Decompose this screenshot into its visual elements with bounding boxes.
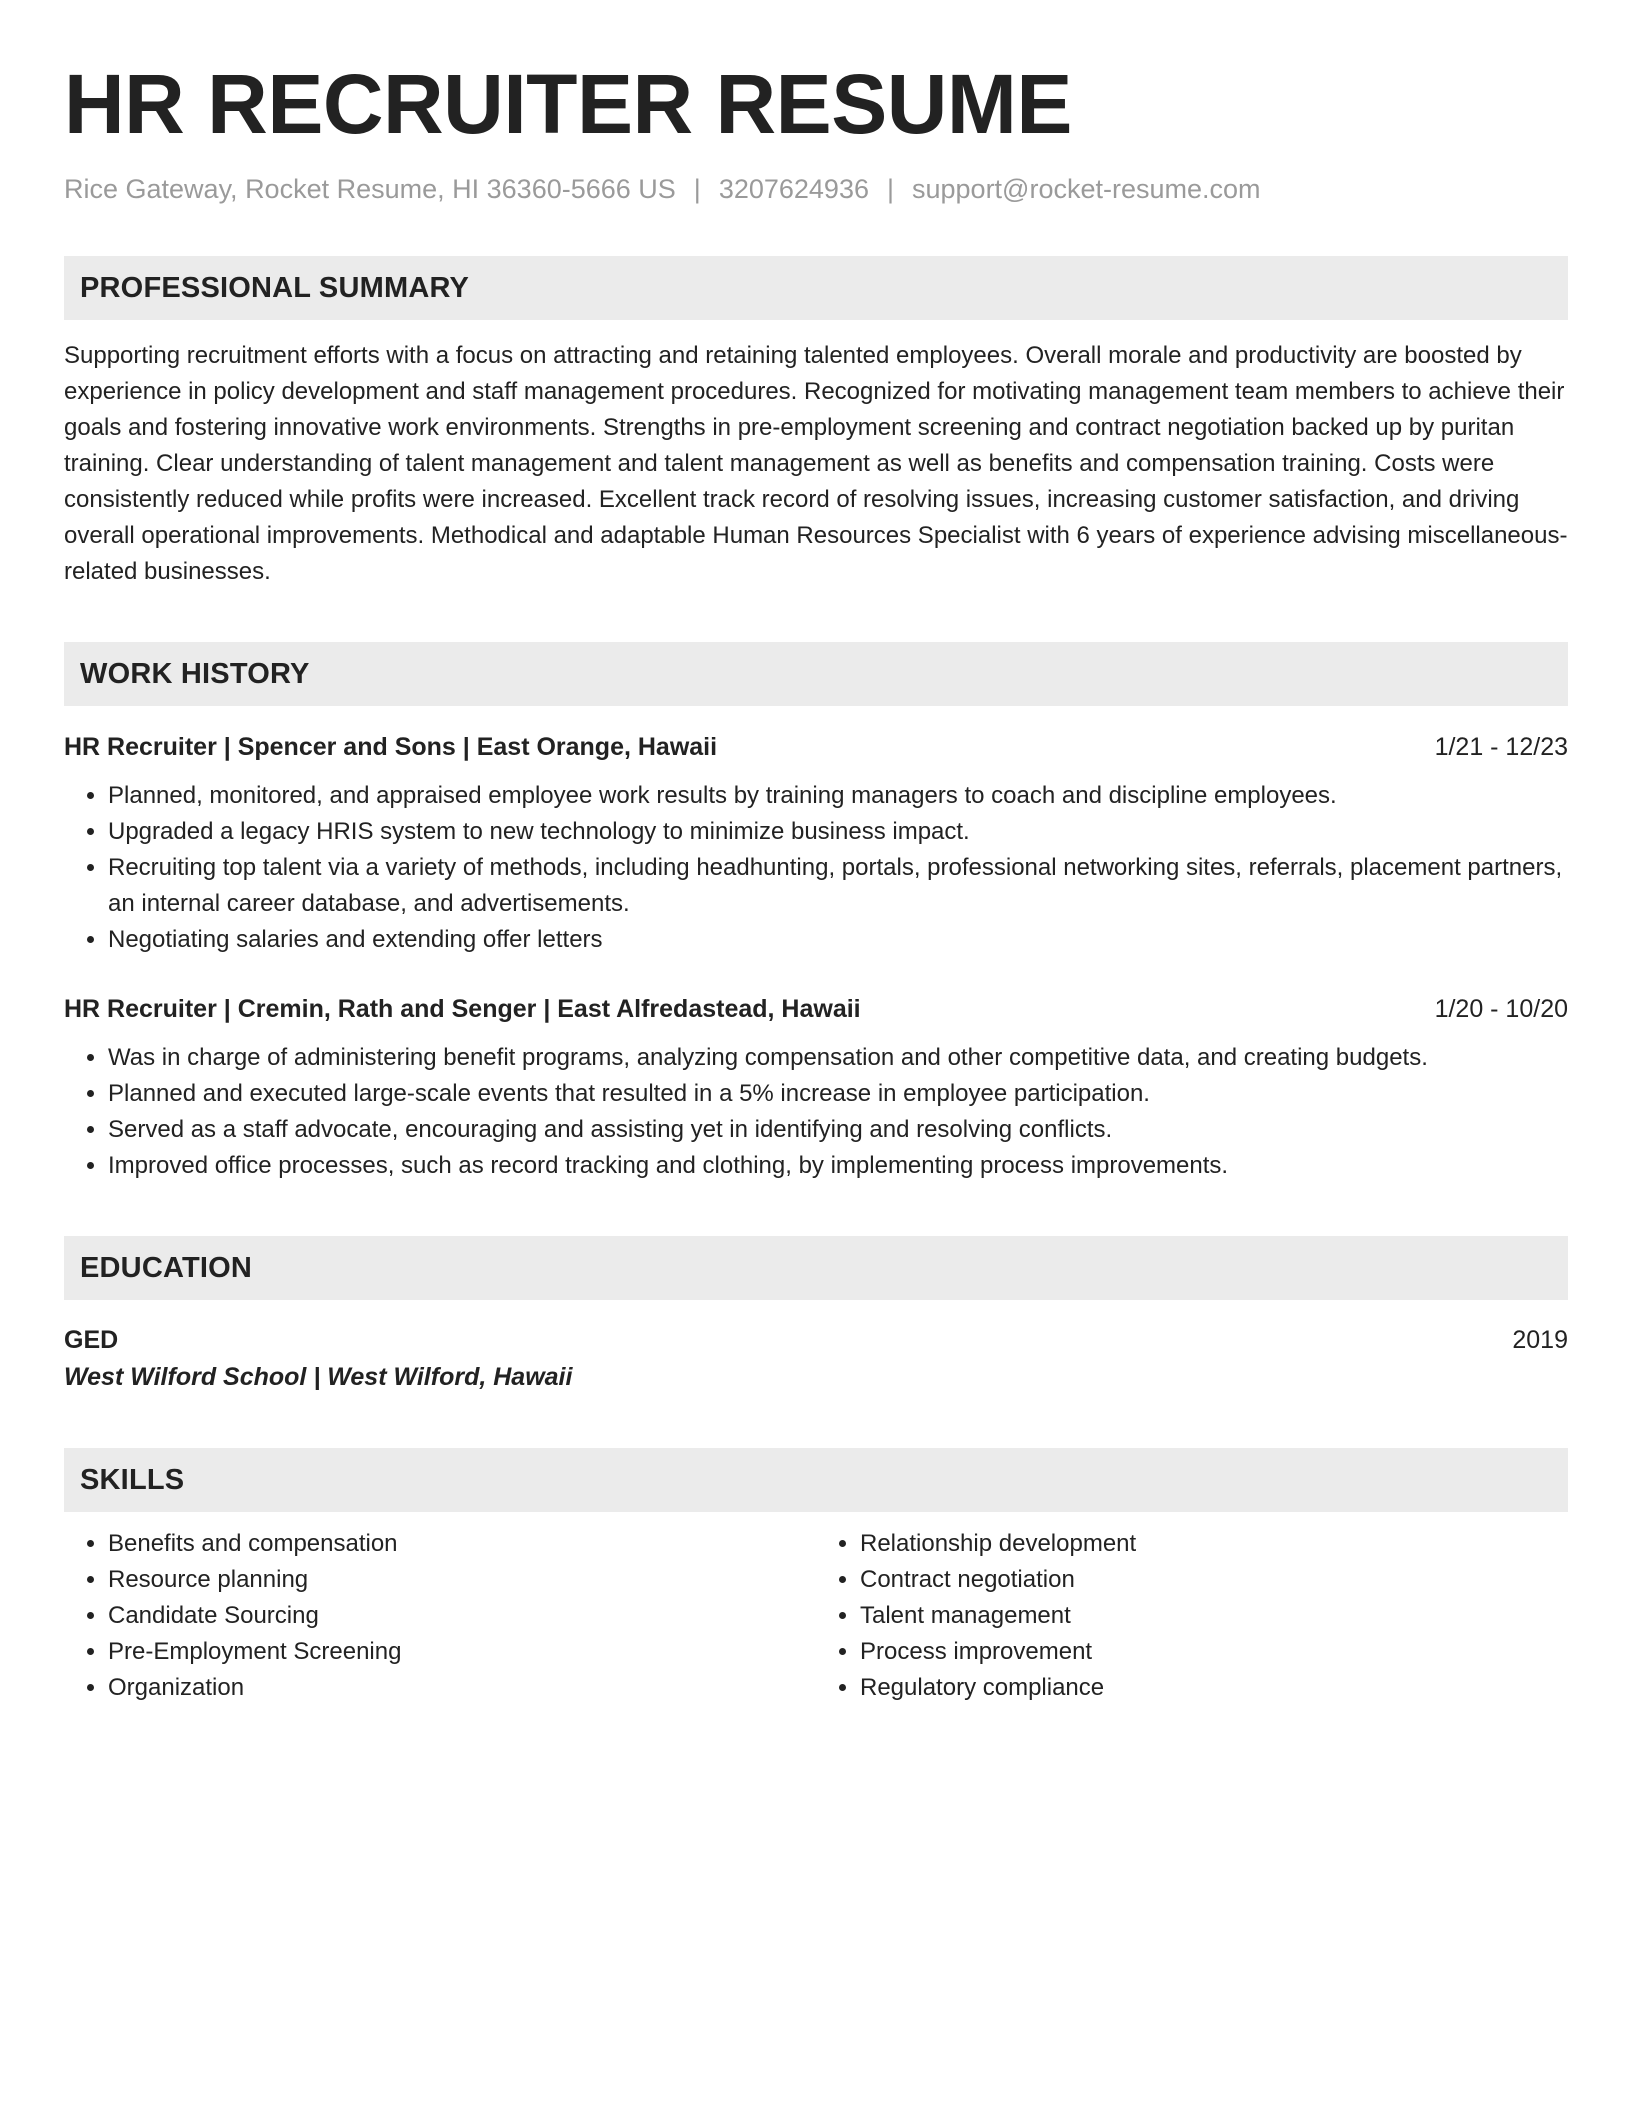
job-bullet: • Was in charge of administering benefit programs, analyzing compensation and other competitive data, and creating budgets.	[108, 1040, 1568, 1076]
job-dates: 1/20 - 10/20	[1434, 995, 1568, 1023]
skill-item: • Contract negotiation	[860, 1562, 1568, 1598]
section-heading-education: EDUCATION	[64, 1236, 1568, 1300]
contact-email: support@rocket-resume.com	[912, 174, 1261, 204]
education-year: 2019	[1512, 1326, 1568, 1354]
job-bullet: • Recruiting top talent via a variety of methods, including headhunting, portals, professional networking sites, referrals, placement partners, an internal career database, and advertisements.	[108, 850, 1568, 922]
job-bullet: • Upgraded a legacy HRIS system to new technology to minimize business impact.	[108, 814, 1568, 850]
job-bullet-list	[64, 778, 1568, 958]
contact-phone: 3207624936	[718, 174, 869, 204]
job-header	[64, 992, 1568, 1026]
skill-item: • Regulatory compliance	[860, 1670, 1568, 1706]
section-heading-skills: SKILLS	[64, 1448, 1568, 1512]
summary-text: Supporting recruitment efforts with a focus on attracting and retaining talented employees. Overall morale and productivity are boosted by experience in policy development and staff management procedures. Recognized for motivating management team members to achieve their goals and fostering innovative work environments. Strengths in pre-employment screening and contract negotiation backed up by puritan training. Clear understanding of talent management and talent management as well as benefits and compensation training. Costs were consistently reduced while profits were increased. Excellent track record of resolving issues, increasing customer satisfaction, and driving overall operational improvements. Methodical and adaptable Human Resources Specialist with 6 years of experience advising miscellaneous-related businesses.	[64, 342, 1568, 585]
skill-item: • Resource planning	[108, 1562, 816, 1598]
job-title: HR Recruiter | Cremin, Rath and Senger | East Alfredastead, Hawaii	[64, 995, 861, 1023]
skill-item: • Pre-Employment Screening	[108, 1634, 816, 1670]
section-heading-work-history: WORK HISTORY	[64, 642, 1568, 706]
skill-item: • Candidate Sourcing	[108, 1598, 816, 1634]
job-bullet: • Planned and executed large-scale events that resulted in a 5% increase in employee participation.	[108, 1076, 1568, 1112]
skill-item: • Process improvement	[860, 1634, 1568, 1670]
education-entry	[64, 1322, 1568, 1396]
job-bullet-list	[64, 1040, 1568, 1184]
job-title: HR Recruiter | Spencer and Sons | East Orange, Hawaii	[64, 733, 718, 761]
skill-item: • Benefits and compensation	[108, 1526, 816, 1562]
job-header	[64, 730, 1568, 764]
contact-separator: |	[886, 174, 894, 204]
skills-column-left	[64, 1526, 816, 1706]
education-degree: GED	[64, 1326, 119, 1354]
contact-address: Rice Gateway, Rocket Resume, HI 36360-5666 US	[64, 174, 676, 204]
contact-separator: |	[693, 174, 701, 204]
skills-grid	[64, 1526, 1568, 1706]
job-bullet: • Improved office processes, such as record tracking and clothing, by implementing process improvements.	[108, 1148, 1568, 1184]
skill-item: • Talent management	[860, 1598, 1568, 1634]
skills-column-right	[816, 1526, 1568, 1706]
job-entry	[64, 992, 1568, 1184]
section-heading-summary: PROFESSIONAL SUMMARY	[64, 256, 1568, 320]
education-school: West Wilford School | West Wilford, Hawaii	[64, 1363, 573, 1391]
skill-item: • Organization	[108, 1670, 816, 1706]
skill-item: • Relationship development	[860, 1526, 1568, 1562]
job-bullet: • Negotiating salaries and extending offer letters	[108, 922, 1568, 958]
job-bullet: • Served as a staff advocate, encouraging and assisting yet in identifying and resolving conflicts.	[108, 1112, 1568, 1148]
resume-title: HR RECRUITER RESUME	[64, 57, 1072, 151]
education-header	[64, 1322, 1568, 1358]
job-bullet: • Planned, monitored, and appraised employee work results by training managers to coach and discipline employees.	[108, 778, 1568, 814]
job-entry	[64, 730, 1568, 958]
contact-line	[64, 172, 1568, 206]
job-dates: 1/21 - 12/23	[1434, 733, 1568, 761]
